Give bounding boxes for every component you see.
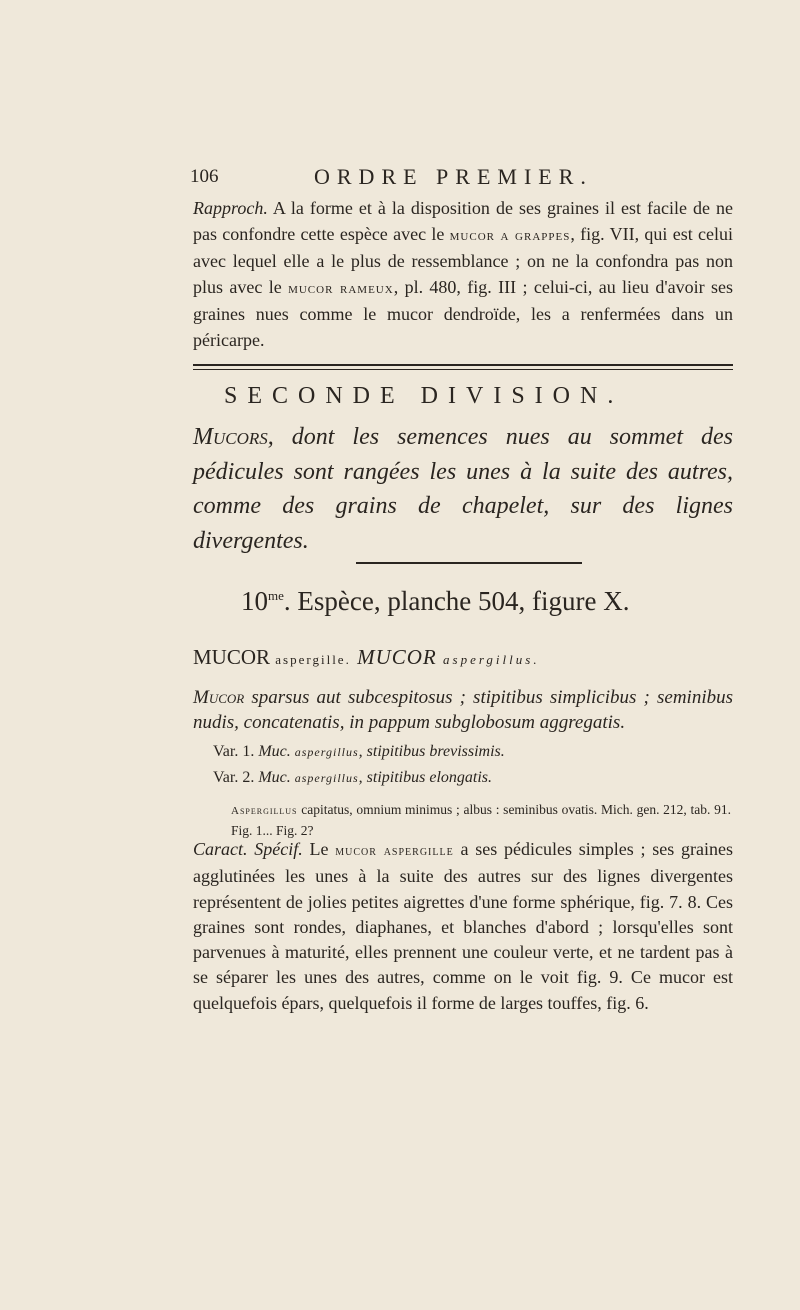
- micheli-citation: [231, 800, 731, 840]
- latin-lead: Mucor: [193, 687, 245, 708]
- variety-2: [213, 769, 492, 787]
- rapproch-text-2: , fig. VII, qui est celui avec lequel elle a le plus de ressemblance ; on ne la confondra pas non plus avec le: [193, 223, 733, 297]
- species-name-line: [193, 645, 540, 670]
- species-latin-small: aspergillus.: [443, 652, 540, 667]
- short-rule-divider: [356, 562, 582, 564]
- species-text: . Espèce, planche 504, figure X.: [283, 586, 630, 616]
- variety-1-species: aspergillus: [294, 745, 359, 759]
- division-description: [193, 420, 733, 558]
- page-number: 106: [190, 166, 219, 187]
- rapproch-lead: Rapproch.: [193, 198, 268, 218]
- division-lead: Mucors: [193, 424, 268, 450]
- rapproch-text-1: A la forme et à la disposition de ses graines il est facile de ne pas confondre cette espèce avec le: [193, 198, 733, 244]
- latin-description: [193, 685, 733, 735]
- species-heading: [241, 586, 630, 617]
- micheli-sc: Aspergillus: [231, 805, 298, 817]
- caract-text-1: Le: [302, 839, 336, 859]
- caract-lead: Caract. Spécif.: [193, 839, 303, 859]
- latin-text: sparsus aut subcespitosus ; stipitibus simplicibus ; seminibus nudis, concatenatis, in pappum subglobosum aggregatis.: [193, 687, 733, 733]
- caract-paragraph: [193, 837, 733, 1016]
- species-number: 10: [241, 586, 268, 616]
- variety-2-genus: Muc.: [258, 769, 295, 786]
- double-rule-divider: [193, 364, 733, 372]
- division-title: SECONDE DIVISION.: [224, 383, 624, 409]
- variety-1-desc: , stipitibus brevissimis.: [358, 743, 505, 760]
- page-header: [190, 166, 730, 194]
- rapproch-text-3: , pl. 480, fig. III ; celui-ci, au lieu d'avoir ses graines nues comme le mucor dendroïde, les a renfermées dans un péricarpe.: [193, 276, 734, 350]
- variety-2-label: Var. 2.: [213, 769, 259, 786]
- caract-text-2: a ses pédicules simples ; ses graines agglutinées les unes à la suite des autres sur des lignes divergentes représentent de jolies petites aigrettes d'une forme sphérique, fig. 7. 8. Ces graines sont rondes, diaphanes, et blanches d'abord ; lorsqu'elles sont parvenues à maturité, elles prennent une couleur verte, et ne tardent pas à se séparer les unes des autres, comme on le voit fig. 9. Ce mucor est quelquefois épars, quelquefois il forme de larges touffes, fig. 6.: [193, 839, 734, 1013]
- division-text: , dont les semences nues au sommet des pédicules sont rangées les unes à la suite des autres, comme des grains de chapelet, sur des lignes divergentes.: [193, 424, 733, 554]
- variety-1: [213, 743, 505, 761]
- caract-sc-1: mucor aspergille: [335, 844, 454, 859]
- variety-2-species: aspergillus: [294, 771, 359, 785]
- variety-1-label: Var. 1.: [213, 743, 259, 760]
- rapproch-paragraph: [193, 196, 733, 354]
- running-head: ORDRE PREMIER.: [314, 164, 593, 189]
- species-name: MUCOR: [193, 645, 276, 669]
- micheli-text: capitatus, omnium minimus ; albus : seminibus ovatis. Mich. gen. 212, tab. 91. Fig. 1... Fig. 2?: [231, 802, 731, 838]
- variety-1-genus: Muc.: [258, 743, 295, 760]
- species-latin: MUCOR: [350, 645, 444, 669]
- species-suffix: me: [268, 588, 284, 603]
- species-name-small: aspergille.: [275, 652, 351, 667]
- variety-2-desc: , stipitibus elongatis.: [358, 769, 493, 786]
- rapproch-sc-1: mucor a grappes: [449, 227, 571, 244]
- rapproch-sc-2: mucor rameux: [288, 280, 394, 297]
